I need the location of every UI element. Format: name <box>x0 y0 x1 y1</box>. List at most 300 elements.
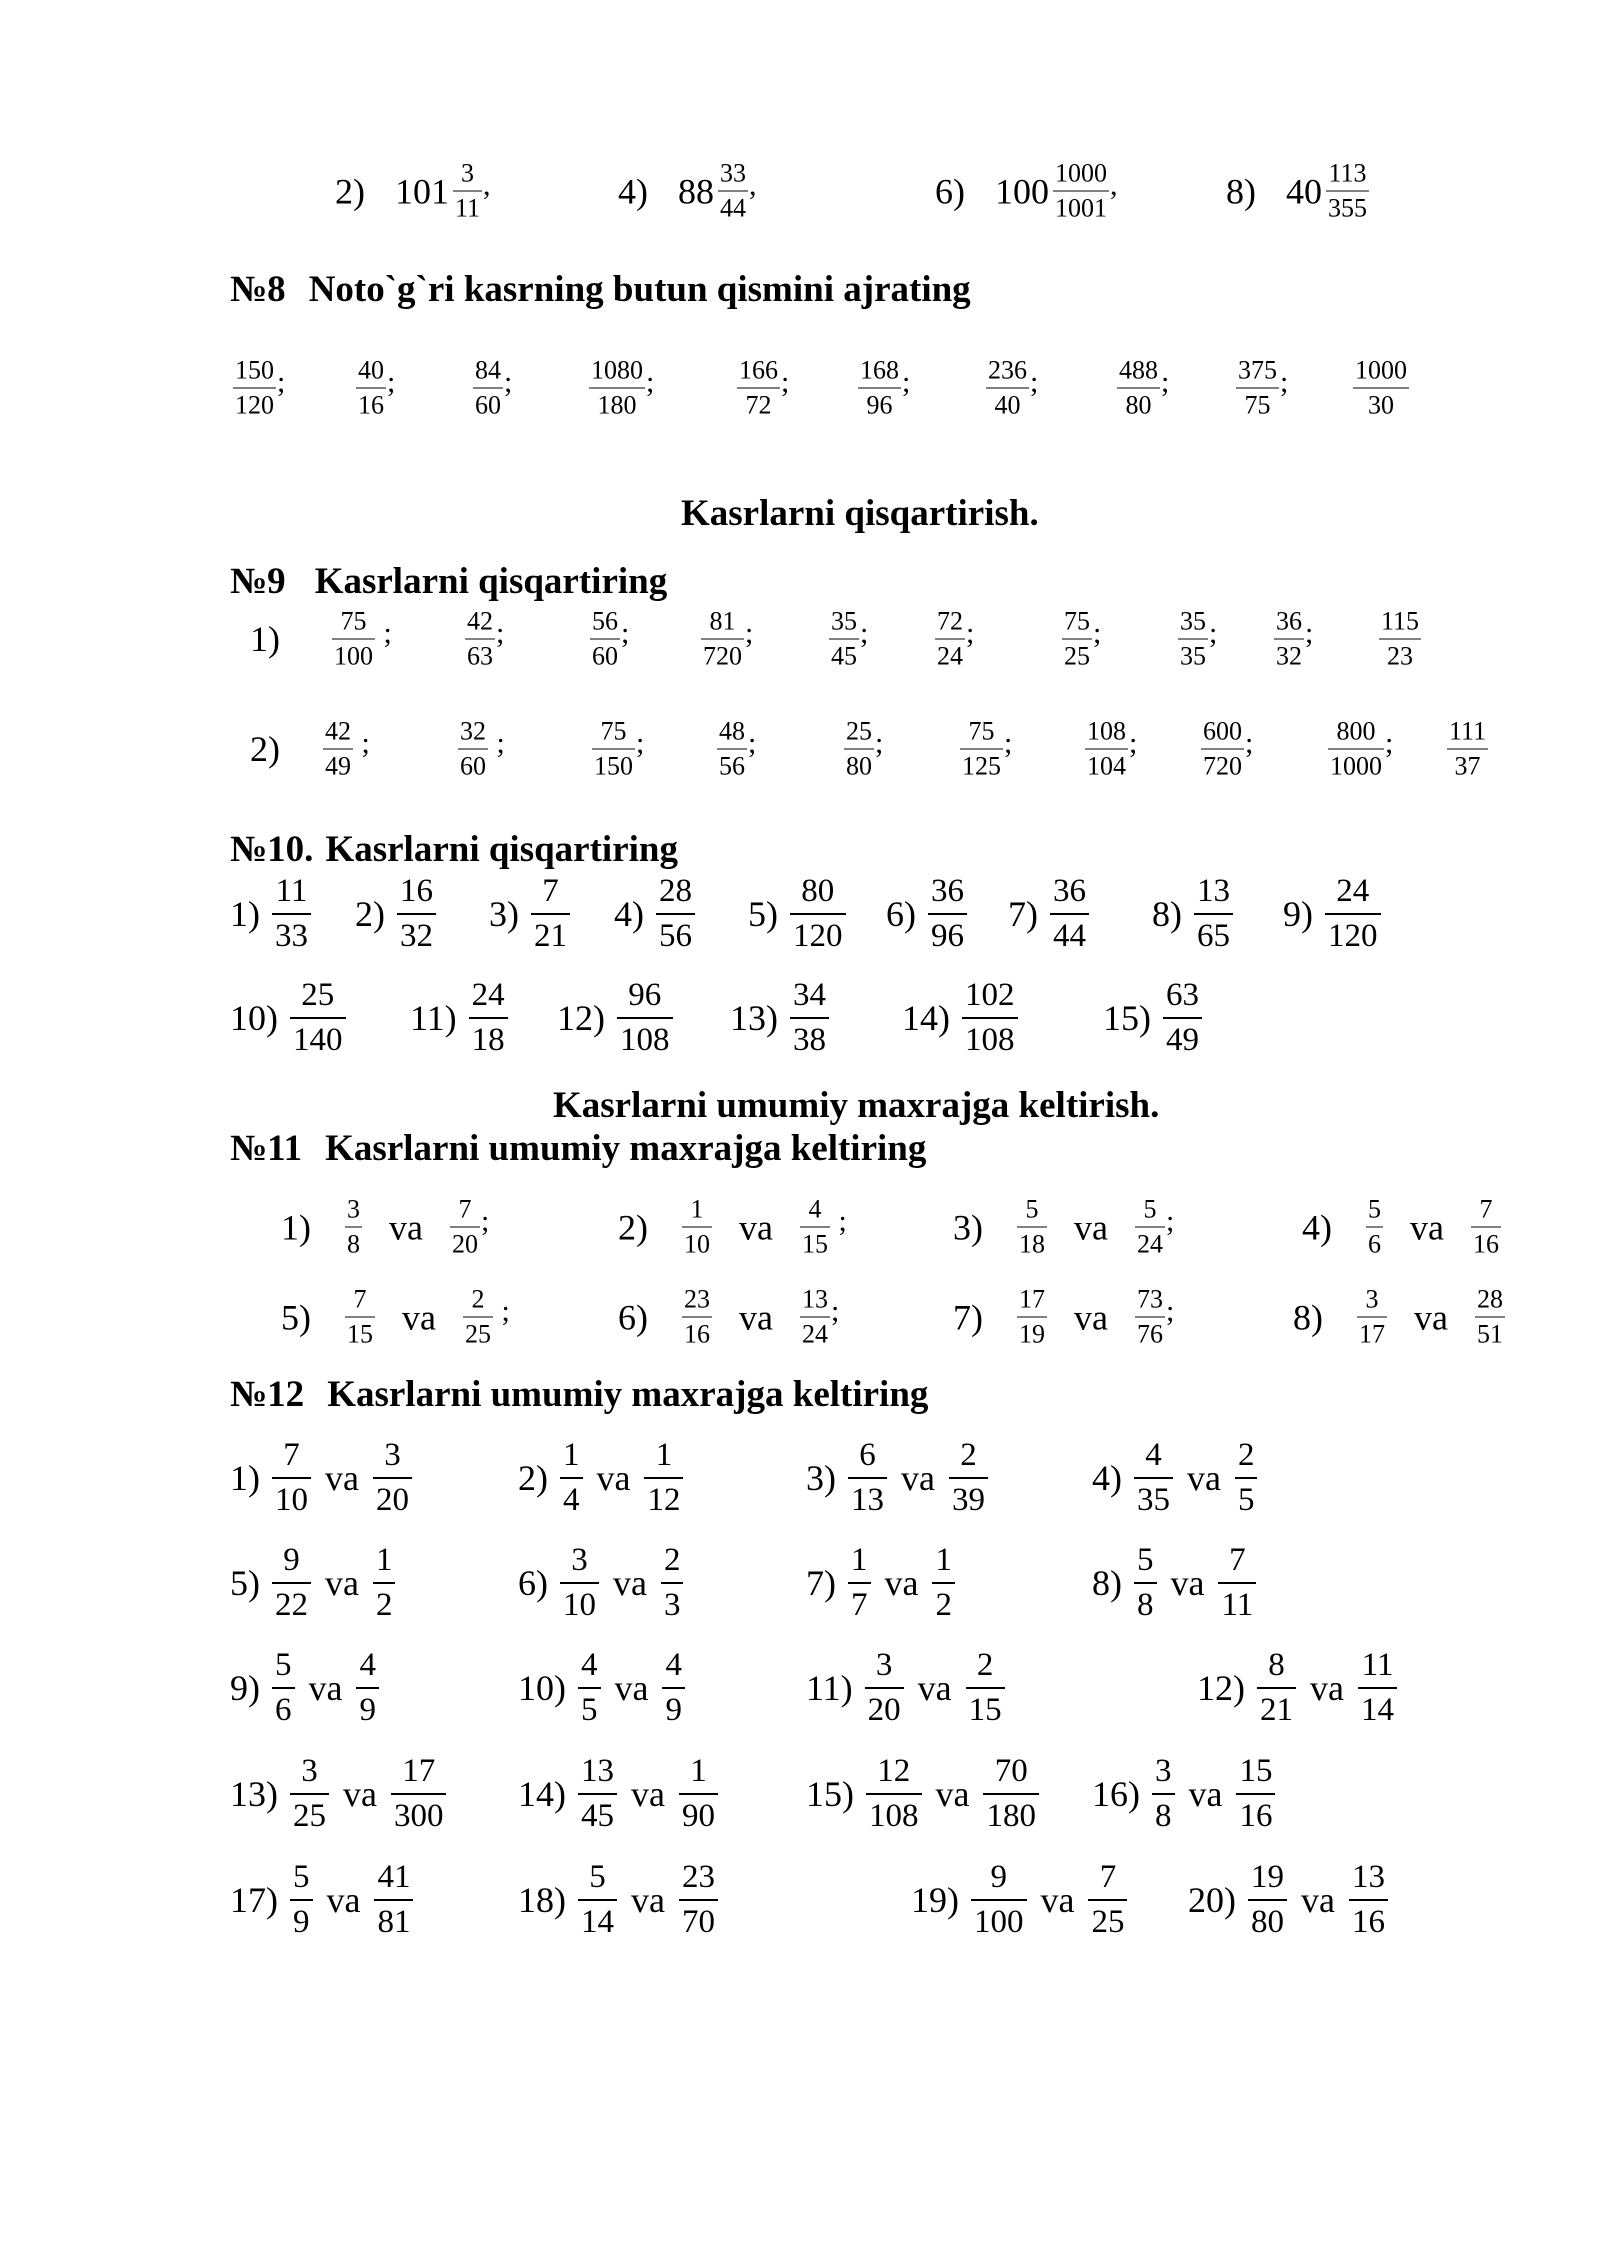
numerator: 48 <box>719 716 745 746</box>
fraction <box>865 1644 904 1732</box>
numerator: 23 <box>684 1284 710 1314</box>
exercise-number: №11 <box>230 1127 303 1169</box>
fraction-item <box>590 605 629 674</box>
denominator: 8 <box>345 1227 362 1262</box>
denominator: 9 <box>290 1899 313 1944</box>
exercise-item <box>618 1193 847 1262</box>
item-label: 11) <box>410 998 457 1038</box>
numerator: 11 <box>275 873 308 909</box>
punctuation: ; <box>636 726 645 759</box>
exercise-item <box>518 1434 683 1522</box>
fraction <box>1135 1193 1165 1262</box>
fraction <box>374 1856 413 1944</box>
item-label: 2) <box>518 1458 548 1498</box>
exercise-number: №8 <box>230 268 286 310</box>
denominator: 125 <box>960 749 1003 784</box>
exercise-item <box>1152 870 1233 958</box>
conjunction: va <box>1301 1880 1335 1920</box>
numerator: 16 <box>400 873 433 909</box>
numerator: 28 <box>659 873 692 909</box>
conjunction: va <box>389 1207 423 1247</box>
item-label: 7) <box>806 1563 836 1603</box>
numerator: 7 <box>1229 1542 1246 1578</box>
denominator: 19 <box>1017 1317 1047 1352</box>
exercise-item <box>806 1644 1005 1732</box>
numerator: 4 <box>665 1647 682 1683</box>
denominator: 40 <box>986 388 1029 423</box>
numerator: 75 <box>968 716 995 746</box>
fraction-item <box>986 354 1038 423</box>
numerator: 113 <box>1328 158 1367 188</box>
punctuation: , <box>749 168 757 201</box>
punctuation: , <box>1110 168 1118 201</box>
punctuation: ; <box>387 365 396 398</box>
item-label: 18) <box>518 1880 566 1920</box>
item-label: 4) <box>614 894 644 934</box>
exercise-item <box>518 1750 718 1838</box>
denominator: 60 <box>590 639 620 674</box>
exercise-item <box>1302 1193 1501 1262</box>
numerator: 5 <box>1137 1542 1154 1578</box>
fraction-item <box>1236 354 1288 423</box>
item-label: 12) <box>557 998 605 1038</box>
conjunction: va <box>1074 1297 1108 1337</box>
numerator: 25 <box>301 977 335 1013</box>
fraction <box>679 1750 718 1838</box>
numerator: 96 <box>628 977 662 1013</box>
item-label: 10) <box>230 998 278 1038</box>
denominator: 14 <box>1358 1687 1397 1732</box>
conjunction: va <box>739 1297 773 1337</box>
numerator: 7 <box>1479 1194 1493 1224</box>
denominator: 6 <box>272 1687 295 1732</box>
denominator: 25 <box>463 1317 493 1352</box>
denominator: 11 <box>1218 1582 1256 1627</box>
exercise-item <box>1092 1539 1256 1627</box>
denominator: 2 <box>373 1582 396 1627</box>
exercise-item <box>230 974 346 1062</box>
exercise-title: Kasrlarni umumiy maxrajga keltiring <box>327 1373 929 1415</box>
item-label: 3) <box>489 894 519 934</box>
numerator: 236 <box>988 355 1027 385</box>
denominator: 8 <box>1134 1582 1157 1627</box>
ex10-heading <box>230 828 678 872</box>
exercise-item <box>410 974 508 1062</box>
fraction <box>717 715 747 784</box>
mixed-number-item <box>1226 157 1369 226</box>
conjunction: va <box>308 1668 343 1708</box>
numerator: 7 <box>353 1284 367 1314</box>
numerator: 17 <box>402 1753 436 1789</box>
exercise-item <box>806 1750 1039 1838</box>
fraction <box>800 1193 830 1262</box>
conjunction: va <box>596 1458 631 1498</box>
conjunction: va <box>326 1880 361 1920</box>
ex12-heading <box>230 1373 928 1417</box>
numerator: 3 <box>347 1194 360 1224</box>
exercise-item <box>1008 870 1089 958</box>
exercise-item <box>886 870 967 958</box>
numerator: 41 <box>377 1859 411 1895</box>
exercise-item <box>902 974 1018 1062</box>
numerator: 166 <box>739 355 778 385</box>
exercise-item <box>1197 1644 1397 1732</box>
fraction <box>1274 605 1304 674</box>
punctuation: ; <box>1280 365 1289 398</box>
fraction <box>1366 1193 1383 1262</box>
fraction <box>701 605 744 674</box>
fraction <box>1349 1856 1388 1944</box>
fraction-item <box>844 715 883 784</box>
exercise-item <box>281 1283 510 1352</box>
numerator: 150 <box>235 355 274 385</box>
exercise-item <box>614 870 695 958</box>
denominator: 10 <box>682 1227 712 1262</box>
fraction <box>1117 354 1160 423</box>
numerator: 5 <box>1025 1194 1039 1224</box>
numerator: 1 <box>851 1542 868 1578</box>
denominator: 100 <box>332 639 375 674</box>
denominator: 16 <box>682 1317 712 1352</box>
exercise-item <box>230 1434 412 1522</box>
denominator: 20 <box>450 1227 480 1262</box>
conjunction: va <box>325 1458 359 1498</box>
fraction <box>960 715 1003 784</box>
punctuation: ; <box>830 1204 847 1237</box>
item-label: 13) <box>730 998 778 1038</box>
numerator: 7 <box>542 873 559 909</box>
punctuation: ; <box>480 1204 490 1237</box>
fraction <box>1328 715 1384 784</box>
numerator: 800 <box>1336 716 1376 746</box>
denominator: 63 <box>465 639 495 674</box>
fraction <box>971 1856 1027 1944</box>
numerator: 32 <box>460 716 486 746</box>
conjunction: va <box>1410 1207 1444 1247</box>
denominator: 45 <box>829 639 859 674</box>
denominator: 56 <box>656 913 695 958</box>
punctuation: ; <box>966 616 975 649</box>
fraction <box>356 1644 379 1732</box>
fraction <box>656 870 695 958</box>
numerator: 5 <box>293 1859 310 1895</box>
item-label: 12) <box>1197 1668 1245 1708</box>
punctuation: ; <box>1209 616 1218 649</box>
exercise-item <box>806 1434 988 1522</box>
fraction <box>932 1539 955 1627</box>
mixed-number-item <box>618 157 757 226</box>
denominator: 12 <box>644 1477 683 1522</box>
numerator: 80 <box>801 873 835 909</box>
item-label: 9) <box>1283 894 1313 934</box>
fraction-item <box>1274 605 1313 674</box>
numerator: 36 <box>931 873 964 909</box>
fraction-item <box>473 354 512 423</box>
numerator: 28 <box>1476 1284 1503 1314</box>
conjunction: va <box>402 1297 436 1337</box>
punctuation: ; <box>1165 1294 1175 1327</box>
numerator: 19 <box>1251 1859 1284 1895</box>
denominator: 6 <box>1366 1227 1383 1262</box>
numerator: 3 <box>571 1542 588 1578</box>
denominator: 720 <box>701 639 744 674</box>
punctuation: ; <box>1093 616 1102 649</box>
exercise-title: Kasrlarni qisqartiring <box>314 560 668 602</box>
conjunction: va <box>1040 1880 1075 1920</box>
fraction <box>858 354 901 423</box>
exercise-title: Noto`g`ri kasrning butun qismini ajrating <box>308 268 971 310</box>
fraction <box>560 1434 583 1522</box>
numerator: 73 <box>1136 1284 1163 1314</box>
exercise-number: №9 <box>230 560 286 602</box>
item-label: 11) <box>806 1668 853 1708</box>
denominator: 44 <box>1050 913 1089 958</box>
fraction <box>1050 870 1089 958</box>
denominator: 24 <box>1135 1227 1165 1262</box>
item-label: 4) <box>618 171 648 211</box>
denominator: 13 <box>848 1477 887 1522</box>
numerator: 75 <box>1064 606 1090 636</box>
fraction <box>560 1539 599 1627</box>
fraction <box>962 974 1018 1062</box>
fraction <box>644 1434 683 1522</box>
fraction <box>356 354 386 423</box>
fraction <box>986 354 1029 423</box>
conjunction: va <box>1310 1668 1344 1708</box>
numerator: 4 <box>808 1194 822 1224</box>
numerator: 108 <box>1087 716 1126 746</box>
denominator: 20 <box>373 1477 412 1522</box>
item-label: 1) <box>230 1458 260 1498</box>
numerator: 34 <box>793 977 826 1013</box>
row-label: 1) <box>250 619 280 659</box>
denominator: 32 <box>397 913 436 958</box>
exercise-item <box>953 1193 1174 1262</box>
fraction-item <box>701 605 753 674</box>
fraction <box>844 715 874 784</box>
numerator: 1 <box>375 1542 393 1578</box>
denominator: 96 <box>858 388 901 423</box>
denominator: 3 <box>661 1582 684 1627</box>
punctuation: ; <box>621 616 630 649</box>
fraction <box>1236 354 1279 423</box>
denominator: 720 <box>1201 749 1244 784</box>
numerator: 72 <box>937 606 963 636</box>
item-label: 8) <box>1152 894 1182 934</box>
numerator: 7 <box>283 1437 300 1473</box>
numerator: 56 <box>592 606 618 636</box>
conjunction: va <box>935 1774 970 1814</box>
fraction <box>966 1644 1005 1732</box>
numerator: 1 <box>690 1194 704 1224</box>
denominator: 120 <box>790 913 846 958</box>
fraction <box>718 157 748 226</box>
denominator: 300 <box>391 1793 447 1838</box>
item-label: 15) <box>1103 998 1151 1038</box>
numerator: 3 <box>1365 1284 1379 1314</box>
numerator: 3 <box>301 1753 318 1789</box>
denominator: 11 <box>453 191 482 226</box>
exercise-item <box>730 974 829 1062</box>
fraction-item <box>1201 715 1253 784</box>
denominator: 100 <box>971 1899 1027 1944</box>
fraction-item <box>458 715 505 784</box>
denominator: 24 <box>800 1317 830 1352</box>
fraction <box>323 715 353 784</box>
numerator: 3 <box>461 158 475 188</box>
fraction <box>391 1750 447 1838</box>
mixed-number-item <box>935 157 1118 226</box>
item-label: 16) <box>1092 1774 1140 1814</box>
numerator: 4 <box>581 1647 598 1683</box>
denominator: 108 <box>866 1793 922 1838</box>
fraction <box>928 870 967 958</box>
numerator: 3 <box>384 1437 401 1473</box>
denominator: 25 <box>1088 1899 1127 1944</box>
denominator: 21 <box>1257 1687 1296 1732</box>
punctuation: ; <box>493 1294 510 1327</box>
numerator: 1080 <box>591 355 643 385</box>
denominator: 108 <box>962 1017 1018 1062</box>
item-label: 7) <box>1008 894 1038 934</box>
fraction <box>578 1750 617 1838</box>
fraction-item <box>1117 354 1169 423</box>
punctuation: ; <box>1030 365 1039 398</box>
fraction <box>290 1750 329 1838</box>
denominator: 80 <box>844 749 874 784</box>
item-label: 8) <box>1293 1297 1323 1337</box>
denominator: 22 <box>272 1582 311 1627</box>
numerator: 2 <box>471 1284 485 1314</box>
exercise-item <box>518 1644 685 1732</box>
fraction <box>1257 1644 1296 1732</box>
numerator: 7 <box>458 1194 472 1224</box>
fraction <box>1379 605 1421 674</box>
fraction <box>1326 157 1369 226</box>
item-label: 15) <box>806 1774 854 1814</box>
exercise-item <box>355 870 436 958</box>
item-label: 1) <box>281 1207 311 1247</box>
fraction <box>578 1644 601 1732</box>
punctuation: ; <box>354 726 370 759</box>
fraction <box>469 974 508 1062</box>
denominator: 16 <box>1236 1793 1275 1838</box>
fraction <box>1475 1283 1505 1352</box>
fraction-item <box>737 354 789 423</box>
numerator: 12 <box>877 1753 911 1789</box>
fraction-item <box>1353 354 1409 423</box>
item-label: 5) <box>748 894 778 934</box>
denominator: 120 <box>233 388 276 423</box>
denominator: 1000 <box>1328 749 1384 784</box>
denominator: 15 <box>966 1687 1005 1732</box>
denominator: 24 <box>935 639 965 674</box>
denominator: 80 <box>1248 1899 1287 1944</box>
item-label: 17) <box>230 1880 278 1920</box>
item-label: 5) <box>281 1297 311 1337</box>
denominator: 23 <box>1379 639 1421 674</box>
denominator: 32 <box>1274 639 1304 674</box>
conjunction: va <box>613 1563 647 1603</box>
fraction <box>373 1434 412 1522</box>
denominator: 60 <box>458 749 488 784</box>
numerator: 7 <box>1099 1859 1117 1895</box>
denominator: 25 <box>1062 639 1092 674</box>
punctuation: ; <box>1129 726 1138 759</box>
fraction <box>1053 157 1109 226</box>
item-label: 5) <box>230 1563 260 1603</box>
conjunction: va <box>901 1458 935 1498</box>
item-label: 14) <box>518 1774 566 1814</box>
whole-part: 88 <box>678 171 714 211</box>
numerator: 1 <box>935 1542 952 1578</box>
fraction <box>1163 974 1202 1062</box>
exercise-item <box>230 870 311 958</box>
fraction <box>1017 1283 1047 1352</box>
item-label: 20) <box>1188 1880 1236 1920</box>
conjunction: va <box>1170 1563 1205 1603</box>
item-label: 6) <box>518 1563 548 1603</box>
fraction <box>1085 715 1128 784</box>
fraction <box>272 1539 311 1627</box>
numerator: 13 <box>1351 1859 1385 1895</box>
fraction-item <box>592 715 644 784</box>
exercise-item <box>806 1539 955 1627</box>
denominator: 16 <box>356 388 386 423</box>
ex11-heading <box>230 1127 926 1171</box>
fraction <box>1152 1750 1175 1838</box>
denominator: 18 <box>469 1017 508 1062</box>
numerator: 102 <box>965 977 1015 1013</box>
denominator: 60 <box>473 388 503 423</box>
item-label: 3) <box>806 1458 836 1498</box>
denominator: 355 <box>1326 191 1369 226</box>
numerator: 70 <box>994 1753 1028 1789</box>
denominator: 150 <box>592 749 635 784</box>
numerator: 75 <box>600 716 627 746</box>
denominator: 21 <box>531 913 570 958</box>
conjunction: va <box>1414 1297 1448 1337</box>
fraction-item <box>233 354 285 423</box>
numerator: 11 <box>1361 1647 1394 1683</box>
exercise-item <box>1283 870 1381 958</box>
denominator: 5 <box>1235 1477 1258 1522</box>
denominator: 140 <box>290 1017 346 1062</box>
numerator: 375 <box>1238 355 1277 385</box>
denominator: 18 <box>1017 1227 1047 1262</box>
exercise-item <box>1293 1283 1505 1352</box>
fraction <box>679 1856 718 1944</box>
fraction <box>1178 605 1208 674</box>
denominator: 104 <box>1085 749 1128 784</box>
fraction-item <box>323 715 370 784</box>
mixed-number-item <box>335 157 491 226</box>
fraction-item <box>589 354 654 423</box>
denominator: 72 <box>737 388 780 423</box>
item-label: 4) <box>1092 1458 1122 1498</box>
conjunction: va <box>631 1774 665 1814</box>
exercise-item <box>281 1193 489 1262</box>
denominator: 5 <box>578 1687 601 1732</box>
numerator: 5 <box>275 1647 292 1683</box>
fraction-item <box>1062 605 1101 674</box>
denominator: 33 <box>272 913 311 958</box>
denominator: 180 <box>589 388 645 423</box>
fraction <box>829 605 859 674</box>
numerator: 8 <box>1268 1647 1285 1683</box>
fraction <box>578 1856 617 1944</box>
denominator: 49 <box>1163 1017 1202 1062</box>
